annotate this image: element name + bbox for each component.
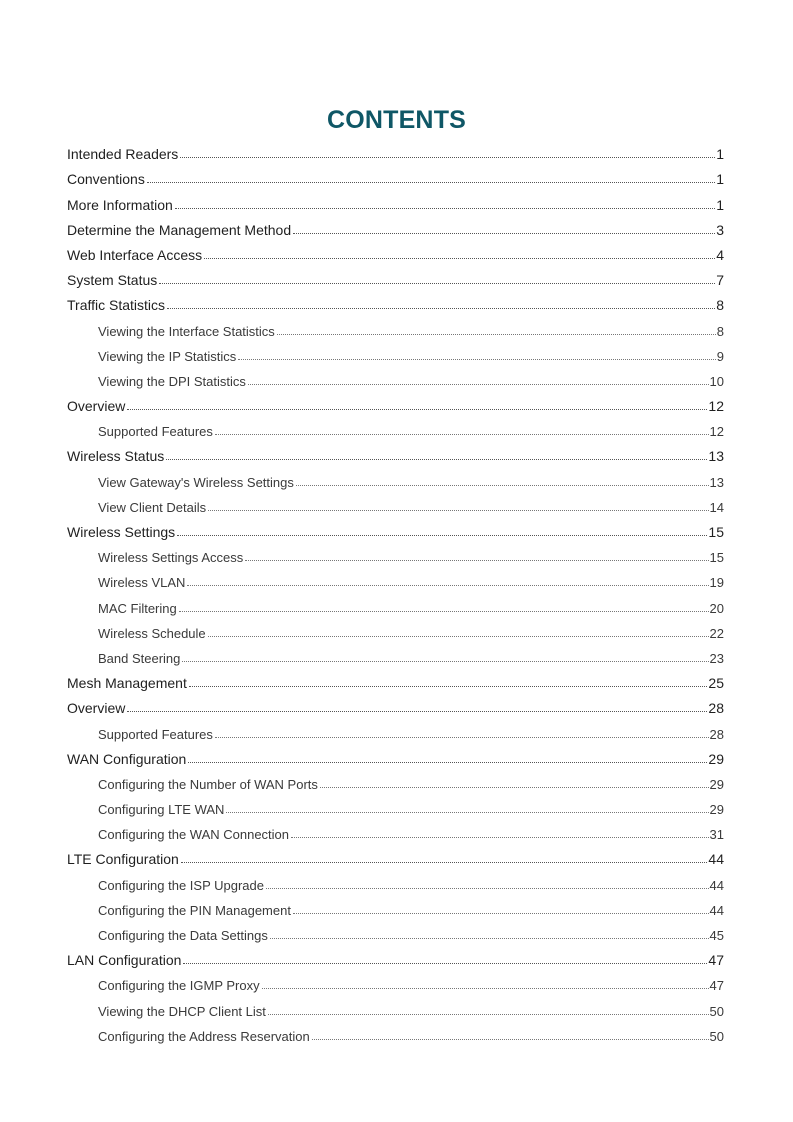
toc-entry-label: Configuring LTE WAN — [98, 802, 225, 818]
toc-chapter-entry[interactable] — [67, 442, 724, 467]
toc-page-number: 1 — [716, 171, 724, 188]
toc-entry-label: LTE Configuration — [67, 851, 179, 868]
toc-section-entry[interactable] — [67, 996, 724, 1021]
toc-section-entry[interactable] — [67, 770, 724, 795]
toc-page-number: 29 — [709, 802, 724, 818]
toc-section-entry[interactable] — [67, 644, 724, 669]
toc-page-number: 44 — [708, 851, 724, 868]
toc-page-number: 15 — [709, 550, 724, 566]
toc-entry-label: WAN Configuration — [67, 750, 187, 767]
toc-page-number: 44 — [709, 902, 724, 918]
toc-section-entry[interactable] — [67, 795, 724, 820]
toc-entry-label: Wireless Status — [67, 448, 165, 465]
toc-section-entry[interactable] — [67, 467, 724, 492]
toc-chapter-entry[interactable] — [67, 140, 724, 165]
toc-page-number: 23 — [709, 650, 724, 666]
toc-entry-label: Supported Features — [98, 726, 213, 742]
toc-chapter-entry[interactable] — [67, 216, 724, 241]
toc-dot-leader — [262, 987, 709, 989]
toc-dot-leader — [180, 156, 715, 158]
toc-entry-label: Configuring the PIN Management — [98, 902, 291, 918]
toc-page-number: 13 — [709, 474, 724, 490]
toc-dot-leader — [187, 584, 708, 586]
toc-page-number: 20 — [709, 600, 724, 616]
toc-entry-label: Configuring the ISP Upgrade — [98, 877, 264, 893]
toc-page-number: 12 — [709, 424, 724, 440]
toc-dot-leader — [166, 458, 707, 460]
toc-section-entry[interactable] — [67, 971, 724, 996]
toc-dot-leader — [245, 559, 708, 561]
toc-entry-label: Determine the Management Method — [67, 221, 292, 238]
toc-entry-label: Traffic Statistics — [67, 297, 166, 314]
toc-page-number: 7 — [716, 272, 724, 289]
toc-dot-leader — [320, 786, 709, 788]
toc-dot-leader — [296, 484, 709, 486]
toc-dot-leader — [183, 962, 707, 964]
toc-entry-label: Overview — [67, 700, 126, 717]
toc-page-number: 22 — [709, 625, 724, 641]
toc-entry-label: Viewing the Interface Statistics — [98, 323, 275, 339]
toc-page-number: 29 — [708, 750, 724, 767]
toc-page-number: 1 — [716, 196, 724, 213]
toc-dot-leader — [293, 912, 709, 914]
toc-chapter-entry[interactable] — [67, 946, 724, 971]
toc-dot-leader — [159, 282, 715, 284]
toc-section-entry[interactable] — [67, 493, 724, 518]
toc-page-number: 50 — [709, 1003, 724, 1019]
toc-dot-leader — [293, 232, 715, 234]
toc-page-number: 13 — [708, 448, 724, 465]
toc-chapter-entry[interactable] — [67, 241, 724, 266]
toc-dot-leader — [127, 408, 707, 410]
toc-page-number: 1 — [716, 146, 724, 163]
toc-entry-label: Supported Features — [98, 424, 213, 440]
toc-page-number: 28 — [709, 726, 724, 742]
toc-section-entry[interactable] — [67, 921, 724, 946]
toc-entry-label: Configuring the Address Reservation — [98, 1028, 310, 1044]
toc-chapter-entry[interactable] — [67, 291, 724, 316]
toc-page-number: 31 — [709, 827, 724, 843]
toc-entry-label: Viewing the DHCP Client List — [98, 1003, 266, 1019]
toc-page-number: 47 — [709, 978, 724, 994]
toc-dot-leader — [268, 1013, 709, 1015]
toc-entry-label: View Gateway's Wireless Settings — [98, 474, 294, 490]
toc-dot-leader — [177, 534, 707, 536]
toc-section-entry[interactable] — [67, 593, 724, 618]
toc-entry-label: Viewing the IP Statistics — [98, 348, 237, 364]
toc-dot-leader — [208, 509, 708, 511]
toc-chapter-entry[interactable] — [67, 392, 724, 417]
toc-dot-leader — [127, 710, 707, 712]
toc-entry-label: Configuring the IGMP Proxy — [98, 978, 260, 994]
toc-entry-label: View Client Details — [98, 499, 207, 515]
toc-page-number: 8 — [716, 323, 724, 339]
toc-entry-label: LAN Configuration — [67, 952, 182, 969]
toc-entry-label: Wireless VLAN — [98, 575, 186, 591]
toc-chapter-entry[interactable] — [67, 745, 724, 770]
toc-dot-leader — [215, 433, 709, 435]
toc-dot-leader — [277, 333, 716, 335]
toc-page-number: 47 — [708, 952, 724, 969]
toc-section-entry[interactable] — [67, 342, 724, 367]
toc-entry-label: More Information — [67, 196, 173, 213]
toc-section-entry[interactable] — [67, 896, 724, 921]
toc-page-number: 14 — [709, 499, 724, 515]
toc-page-number: 3 — [716, 221, 724, 238]
toc-page-number: 15 — [708, 524, 724, 540]
toc-dot-leader — [291, 836, 709, 838]
toc-entry-label: Band Steering — [98, 650, 181, 666]
page-title: CONTENTS — [326, 105, 467, 134]
toc-dot-leader — [175, 207, 715, 209]
toc-dot-leader — [226, 811, 708, 813]
toc-page-number: 10 — [709, 373, 724, 389]
toc-page-number: 25 — [708, 675, 724, 692]
toc-entry-label: Viewing the DPI Statistics — [98, 373, 246, 389]
toc-page-number: 29 — [709, 776, 724, 792]
toc-section-entry[interactable] — [67, 568, 724, 593]
toc-dot-leader — [188, 761, 707, 763]
toc-dot-leader — [208, 635, 709, 637]
toc-entry-label: Wireless Schedule — [98, 625, 206, 641]
toc-dot-leader — [215, 736, 709, 738]
toc-section-entry[interactable] — [67, 619, 724, 644]
toc-section-entry[interactable] — [67, 367, 724, 392]
toc-entry-label: Wireless Settings Access — [98, 550, 244, 566]
toc-entry-label: Configuring the Data Settings — [98, 928, 268, 943]
toc-page-number: 50 — [709, 1028, 724, 1044]
toc-page-number: 28 — [708, 700, 724, 717]
toc-dot-leader — [270, 937, 709, 939]
toc-chapter-entry[interactable] — [67, 190, 724, 215]
toc-entry-label: Configuring the Number of WAN Ports — [98, 776, 318, 792]
toc-chapter-entry[interactable] — [67, 266, 724, 291]
toc-section-entry[interactable] — [67, 543, 724, 568]
toc-chapter-entry[interactable] — [67, 845, 724, 870]
toc-entry-label: Web Interface Access — [67, 246, 203, 263]
toc-entry-label: Mesh Management — [67, 675, 187, 692]
toc-entry-label: Overview — [67, 398, 126, 415]
toc-dot-leader — [189, 685, 708, 687]
toc-dot-leader — [147, 181, 715, 183]
toc-entry-label: System Status — [67, 272, 158, 289]
toc-section-entry[interactable] — [67, 417, 724, 442]
toc-chapter-entry[interactable] — [67, 694, 724, 719]
toc-page-number: 44 — [709, 877, 724, 893]
toc-page-number: 45 — [709, 928, 724, 943]
toc-section-entry[interactable] — [67, 1022, 724, 1047]
toc-entry-label: MAC Filtering — [98, 600, 177, 616]
toc-chapter-entry[interactable] — [67, 518, 724, 543]
toc-section-entry[interactable] — [67, 820, 724, 845]
toc-dot-leader — [266, 887, 709, 889]
table-of-contents — [67, 140, 724, 1047]
toc-entry-label: Configuring the WAN Connection — [98, 827, 290, 843]
toc-dot-leader — [204, 257, 715, 259]
toc-page-number: 19 — [709, 575, 724, 591]
toc-section-entry[interactable] — [67, 719, 724, 744]
toc-dot-leader — [167, 307, 715, 309]
toc-dot-leader — [181, 861, 708, 863]
toc-page-number: 8 — [716, 297, 724, 314]
toc-page-number: 12 — [708, 398, 724, 415]
toc-chapter-entry[interactable] — [67, 669, 724, 694]
toc-chapter-entry[interactable] — [67, 165, 724, 190]
toc-page-number: 4 — [716, 246, 724, 263]
toc-entry-label: Wireless Settings — [67, 524, 176, 540]
toc-entry-label: Intended Readers — [67, 146, 179, 163]
toc-dot-leader — [179, 610, 709, 612]
toc-entry-label: Conventions — [67, 171, 145, 188]
toc-dot-leader — [312, 1038, 709, 1040]
toc-dot-leader — [182, 660, 708, 662]
toc-dot-leader — [238, 358, 716, 360]
toc-section-entry[interactable] — [67, 316, 724, 341]
toc-section-entry[interactable] — [67, 870, 724, 895]
toc-dot-leader — [248, 383, 709, 385]
toc-page-number: 9 — [716, 348, 724, 364]
